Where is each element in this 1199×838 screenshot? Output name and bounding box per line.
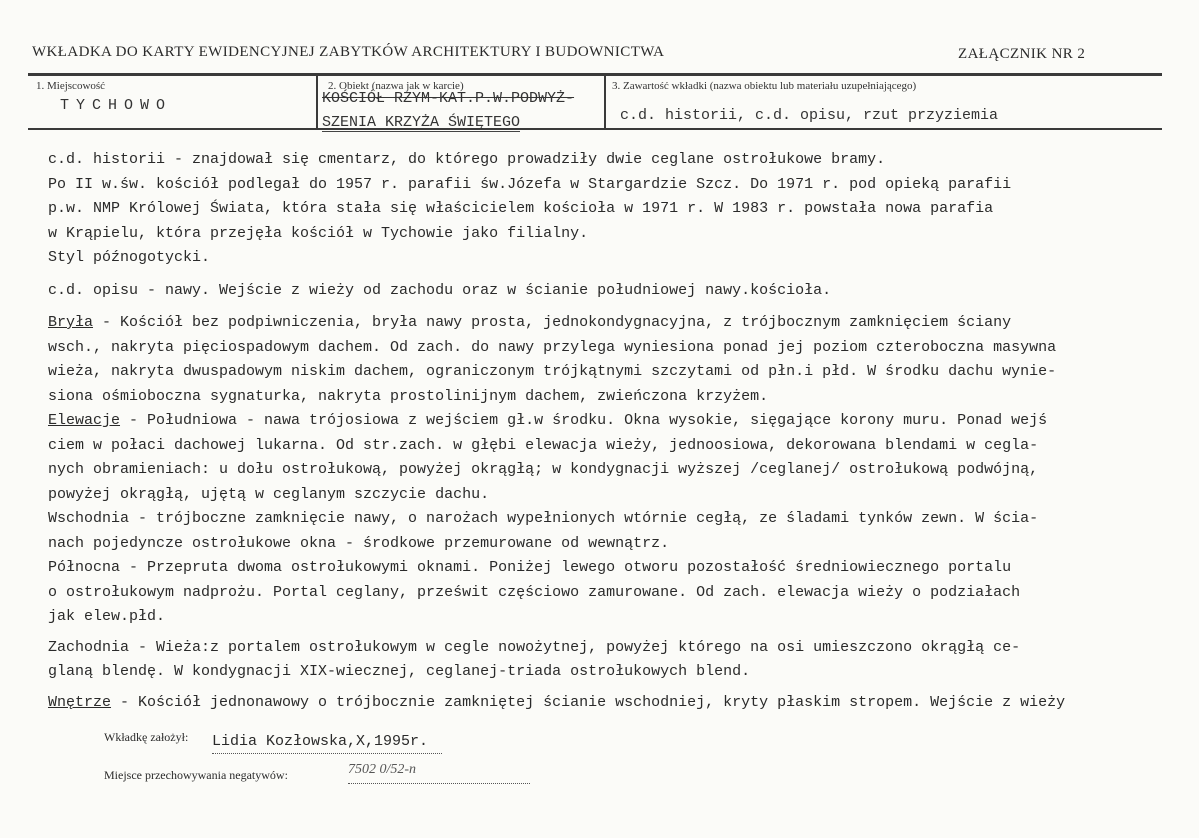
elewacje-line: powyżej okrągłą, ujętą w ceglanym szczycie dachu. [48,485,490,503]
bryla-line [48,311,1196,336]
elewacje-line [48,409,1196,434]
place-value: TYCHOWO [60,97,173,114]
content-label: 3. Zawartość wkładki (nazwa obiektu lub materiału uzupełniającego) [612,80,917,92]
zachodnia-line: glaną blendę. W kondygnacji XIX-wiecznej, ceglanej-triada ostrołukowych blend. [48,663,751,680]
polnocna-line: o ostrołukowym nadprożu. Portal ceglany, prześwit częściowo zamurowane. Od zach. elewacja wieży o podziałach [48,583,1021,601]
made-by-value: Lidia Kozłowska,X,1995r. [212,733,429,750]
bryla-line: wieża, nakryta dwuspadowym niskim dachem, ograniczonym trójkątnymi szczytami od płn.i płd. W środku dachu wynie- [48,363,1057,380]
bryla-line: wsch., nakryta pięciospadowym dachem. Od zach. do nawy przylega wyniesiona ponad jej poziom czteroboczna masywna [48,338,1057,356]
header-bottom-rule [28,128,1162,130]
content-value: c.d. historii, c.d. opisu, rzut przyziemia [620,107,999,124]
form-title: WKŁADKA DO KARTY EWIDENCYJNEJ ZABYTKÓW ARCHITEKTURY I BUDOWNICTWA [32,44,665,60]
negatives-dotted-line [348,782,530,784]
body-text [48,148,1196,715]
wnetrze-line [48,691,1196,716]
wnetrze-text: - Kościół jednonawowy o trójbocznie zamkniętej ścianie wschodniej, kryty płaskim stropem. Wejście z wieży [111,693,1066,711]
elewacje-heading: Elewacje [48,412,121,429]
made-by-dotted-line [212,752,442,754]
zachodnia-line: Zachodnia - Wieża:z portalem ostrołukowym w cegle nowożytnej, powyżej którego na osi umieszczono okrągłą ce- [48,638,1021,656]
bryla-heading: Bryła [48,314,94,331]
negatives-location-value: 7502 0/52-n [348,762,417,777]
object-value-line-2: SZENIA KRZYŻA ŚWIĘTEGO [322,114,521,131]
wnetrze-heading: Wnętrze [48,693,112,711]
history-line: w Krąpielu, która przejęła kościół w Tychowie jako filialny. [48,224,589,242]
wschodnia-line: nach pojedyncze ostrołukowe okna - środkowe przemurowane od wewnątrz. [48,534,670,552]
object-label: 2. Obiekt (nazwa jak w karcie) [328,80,464,92]
description-intro: c.d. opisu - nawy. Wejście z wieży od zachodu oraz w ścianie południowej nawy.kościoła. [48,281,832,299]
history-line: c.d. historii - znajdował się cmentarz, do którego prowadziły dwie ceglane ostrołukowe bramy. [48,151,886,168]
elewacje-text: - Południowa - nawa trójosiowa z wejściem gł.w środku. Okna wysokie, sięgające korony muru. Ponad wejś [120,412,1048,429]
object-value-line-1: KOŚCIÓŁ RZYM-KAT.P.W.PODWYŻ- [322,90,575,107]
field-divider [316,76,318,129]
negatives-location-label: Miejsce przechowywania negatywów: [104,768,288,782]
bryla-line: siona ośmioboczna sygnaturka, nakryta prostolinijnym dachem, zwieńczona krzyżem. [48,387,769,405]
bryla-text: - Kościół bez podpiwniczenia, bryła nawy prosta, jednokondygnacyjna, z trójbocznym zamknięciem ściany [93,314,1012,331]
elewacje-line: nych obramieniach: u dołu ostrołukową, powyżej okrągłą; w kondygnacji wyższej /ceglanej/ ostrołukową podwójną, [48,461,1039,478]
made-by-label: Wkładkę założył: [104,730,189,744]
history-line: Po II w.św. kościół podlegał do 1957 r. parafii św.Józefa w Stargardzie Szcz. Do 1971 r. pod opieką parafii [48,175,1012,193]
history-line: p.w. NMP Królowej Świata, która stała się właścicielem kościoła w 1971 r. W 1983 r. powstała nowa parafia [48,200,994,217]
place-label: 1. Miejscowość [36,80,106,92]
elewacje-line: ciem w połaci dachowej lukarna. Od str.zach. w głębi elewacja wieży, jednoosiowa, dekorowana blendami w cegla- [48,436,1039,454]
field-divider [604,76,606,129]
header-top-rule [28,73,1162,76]
polnocna-line: jak elew.płd. [48,608,166,625]
attachment-number: ZAŁĄCZNIK NR 2 [958,46,1086,62]
polnocna-line: Północna - Przepruta dwoma ostrołukowymi oknami. Poniżej lewego otworu pozostałość średniowiecznego portalu [48,559,1012,576]
style-line: Styl późnogotycki. [48,249,211,266]
wschodnia-line: Wschodnia - trójboczne zamknięcie nawy, o narożach wypełnionych wtórnie cegłą, ze śladami tynków zewn. W ścia- [48,510,1039,527]
